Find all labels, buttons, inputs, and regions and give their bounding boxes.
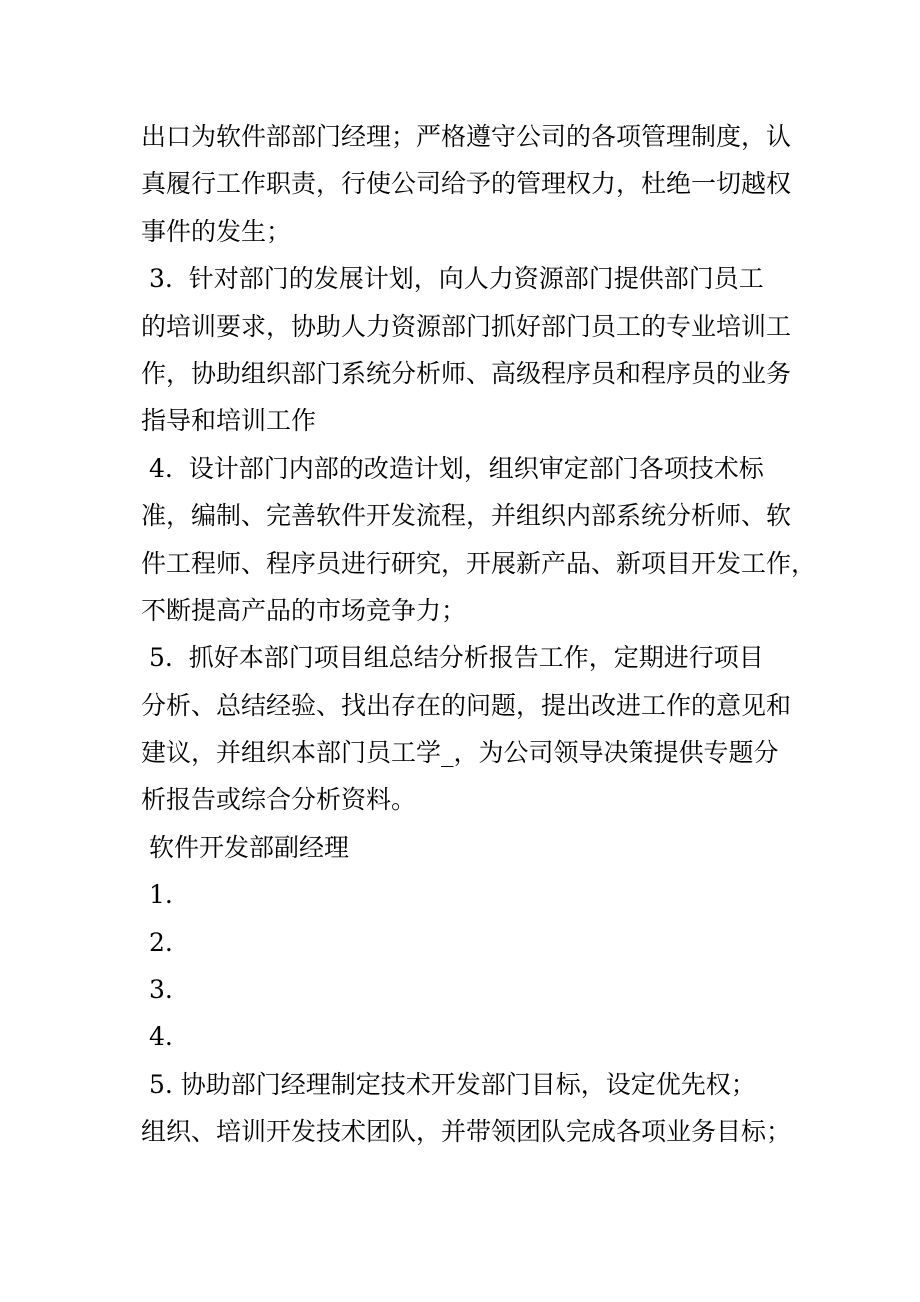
- text-line: 作，协助组织部门系统分析师、高级程序员和程序员的业务: [141, 358, 792, 388]
- list-item-number: 3.: [141, 975, 173, 1005]
- text-line: 分析、总结经验、找出存在的问题，提出改进工作的意见和: [141, 690, 792, 720]
- text-line: 建议，并组织本部门员工学_，为公司领导决策提供专题分: [141, 738, 779, 768]
- list-item-number: 2.: [141, 927, 173, 957]
- text-line: 事件的发生；: [141, 216, 292, 246]
- text-line: 真履行工作职责，行使公司给予的管理权力，杜绝一切越权: [141, 169, 792, 199]
- text-line: 件工程师、程序员进行研究，开展新产品、新项目开发工作，: [141, 548, 817, 578]
- text-line: 指导和培训工作: [141, 406, 317, 436]
- text-line: 4. 设计部门内部的改造计划，组织审定部门各项技术标: [141, 453, 764, 483]
- list-item-number: 1.: [141, 880, 173, 910]
- text-line: 组织、培训开发技术团队，并带领团队完成各项业务目标；: [141, 1117, 792, 1147]
- list-item-number: 4.: [141, 1022, 173, 1052]
- text-line: 5. 抓好本部门项目组总结分析报告工作，定期进行项目: [141, 643, 764, 673]
- document-body: [141, 113, 817, 1156]
- text-line: 3. 针对部门的发展计划，向人力资源部门提供部门员工: [141, 264, 764, 294]
- text-line: 析报告或综合分析资料。: [141, 785, 417, 815]
- section-heading: 软件开发部副经理: [141, 832, 349, 862]
- text-line: 的培训要求，协助人力资源部门抓好部门员工的专业培训工: [141, 311, 792, 341]
- text-line: 准，编制、完善软件开发流程，并组织内部系统分析师、软: [141, 501, 792, 531]
- text-line: 5. 协助部门经理制定技术开发部门目标，设定优先权；: [141, 1069, 756, 1099]
- text-line: 出口为软件部部门经理；严格遵守公司的各项管理制度，认: [141, 122, 792, 151]
- text-line: 不断提高产品的市场竞争力；: [141, 595, 467, 625]
